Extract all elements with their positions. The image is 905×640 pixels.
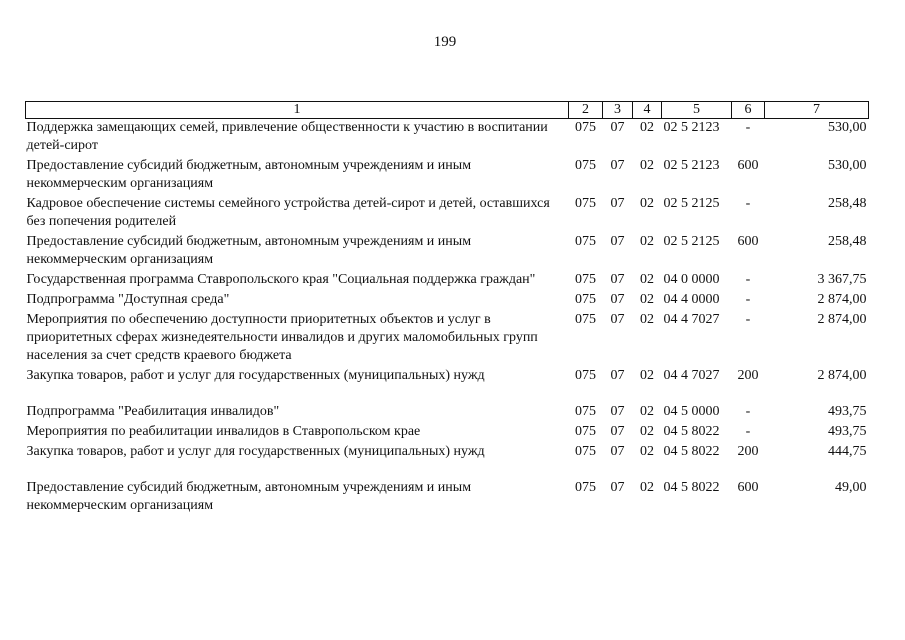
row-pr: 02 (640, 120, 654, 135)
row-rz: 07 (610, 158, 625, 173)
row-name: Кадровое обеспечение системы семейного устройства детей-сирот и детей, оставшихся без попечения родителей (26, 196, 550, 229)
row-grbs: 075 (575, 196, 596, 211)
table-row (26, 443, 869, 479)
table-row (26, 157, 869, 195)
row-amount: 444,75 (828, 444, 867, 459)
row-grbs: 075 (575, 444, 596, 459)
row-vr: 200 (737, 368, 759, 383)
row-pr: 02 (640, 272, 654, 287)
row-csr: 02 5 2125 (663, 234, 720, 249)
table-row (26, 479, 869, 517)
row-vr: 600 (737, 158, 759, 173)
row-amount: 2 874,00 (817, 312, 867, 327)
row-vr: - (745, 292, 751, 307)
row-rz: 07 (610, 196, 625, 211)
table-header (26, 102, 869, 119)
row-amount: 530,00 (828, 158, 867, 173)
header-col-1: 1 (26, 102, 569, 119)
table-row (26, 423, 869, 443)
row-pr: 02 (640, 234, 654, 249)
header-col-2: 2 (569, 102, 603, 119)
row-grbs: 075 (575, 424, 596, 439)
row-rz: 07 (610, 404, 625, 419)
row-vr: - (745, 424, 751, 439)
row-rz: 07 (610, 424, 625, 439)
row-vr: - (745, 120, 751, 135)
row-name: Закупка товаров, работ и услуг для государственных (муниципальных) нужд (26, 368, 485, 383)
row-rz: 07 (610, 312, 625, 327)
row-grbs: 075 (575, 234, 596, 249)
header-col-4: 4 (633, 102, 662, 119)
table-row (26, 195, 869, 233)
row-name: Подпрограмма "Реабилитация инвалидов" (26, 404, 280, 419)
header-col-3: 3 (603, 102, 633, 119)
row-csr: 04 0 0000 (663, 272, 720, 287)
row-pr: 02 (640, 292, 654, 307)
row-rz: 07 (610, 234, 625, 249)
row-grbs: 075 (575, 272, 596, 287)
row-pr: 02 (640, 444, 654, 459)
table-row (26, 271, 869, 291)
row-amount: 2 874,00 (817, 292, 867, 307)
row-csr: 04 4 7027 (663, 312, 720, 327)
table-body (26, 119, 869, 518)
row-amount: 493,75 (828, 424, 867, 439)
page-number: 199 (433, 34, 457, 50)
table-row (26, 119, 869, 158)
row-amount: 493,75 (828, 404, 867, 419)
budget-table-container (25, 101, 868, 517)
row-pr: 02 (640, 368, 654, 383)
table-row (26, 233, 869, 271)
row-pr: 02 (640, 404, 654, 419)
row-csr: 02 5 2123 (663, 120, 720, 135)
row-pr: 02 (640, 196, 654, 211)
row-name: Государственная программа Ставропольского края "Социальная поддержка граждан" (26, 272, 536, 287)
row-rz: 07 (610, 368, 625, 383)
row-vr: - (745, 272, 751, 287)
row-rz: 07 (610, 272, 625, 287)
row-name: Подпрограмма "Доступная среда" (26, 292, 230, 307)
row-csr: 04 5 0000 (663, 404, 720, 419)
row-amount: 258,48 (828, 234, 867, 249)
header-col-7: 7 (765, 102, 869, 119)
table-row (26, 311, 869, 367)
row-name: Мероприятия по реабилитации инвалидов в Ставропольском крае (26, 424, 421, 439)
row-rz: 07 (610, 444, 625, 459)
row-name: Предоставление субсидий бюджетным, автономным учреждениям и иным некоммерческим организациям (26, 234, 472, 267)
row-csr: 04 4 0000 (663, 292, 720, 307)
header-col-5: 5 (662, 102, 732, 119)
row-grbs: 075 (575, 120, 596, 135)
row-vr: - (745, 196, 751, 211)
row-amount: 3 367,75 (817, 272, 867, 287)
row-grbs: 075 (575, 158, 596, 173)
row-pr: 02 (640, 424, 654, 439)
header-row (26, 102, 869, 119)
row-csr: 02 5 2123 (663, 158, 720, 173)
row-vr: - (745, 404, 751, 419)
table-row (26, 403, 869, 423)
row-amount: 258,48 (828, 196, 867, 211)
row-grbs: 075 (575, 404, 596, 419)
row-grbs: 075 (575, 312, 596, 327)
row-vr: 200 (737, 444, 759, 459)
row-grbs: 075 (575, 368, 596, 383)
budget-table (25, 101, 869, 517)
row-amount: 49,00 (835, 480, 867, 495)
row-grbs: 075 (575, 480, 596, 495)
row-pr: 02 (640, 480, 654, 495)
row-name: Предоставление субсидий бюджетным, автономным учреждениям и иным некоммерческим организациям (26, 480, 472, 513)
row-name: Поддержка замещающих семей, привлечение общественности к участию в воспитании детей-сирот (26, 120, 548, 153)
row-name: Мероприятия по обеспечению доступности приоритетных объектов и услуг в приоритетных сферах жизнедеятельности инвалидов и других маломобильных групп населения за счет средств краевого бюджета (26, 312, 538, 363)
table-row (26, 291, 869, 311)
row-name: Закупка товаров, работ и услуг для государственных (муниципальных) нужд (26, 444, 485, 459)
row-csr: 04 5 8022 (663, 424, 720, 439)
row-csr: 04 4 7027 (663, 368, 720, 383)
row-rz: 07 (610, 120, 625, 135)
row-rz: 07 (610, 292, 625, 307)
header-col-6: 6 (732, 102, 765, 119)
row-pr: 02 (640, 312, 654, 327)
row-pr: 02 (640, 158, 654, 173)
table-row (26, 367, 869, 403)
row-vr: - (745, 312, 751, 327)
row-vr: 600 (737, 234, 759, 249)
row-csr: 02 5 2125 (663, 196, 720, 211)
row-amount: 530,00 (828, 120, 867, 135)
row-rz: 07 (610, 480, 625, 495)
row-grbs: 075 (575, 292, 596, 307)
row-amount: 2 874,00 (817, 368, 867, 383)
row-vr: 600 (737, 480, 759, 495)
row-csr: 04 5 8022 (663, 444, 720, 459)
row-csr: 04 5 8022 (663, 480, 720, 495)
row-name: Предоставление субсидий бюджетным, автономным учреждениям и иным некоммерческим организациям (26, 158, 472, 191)
